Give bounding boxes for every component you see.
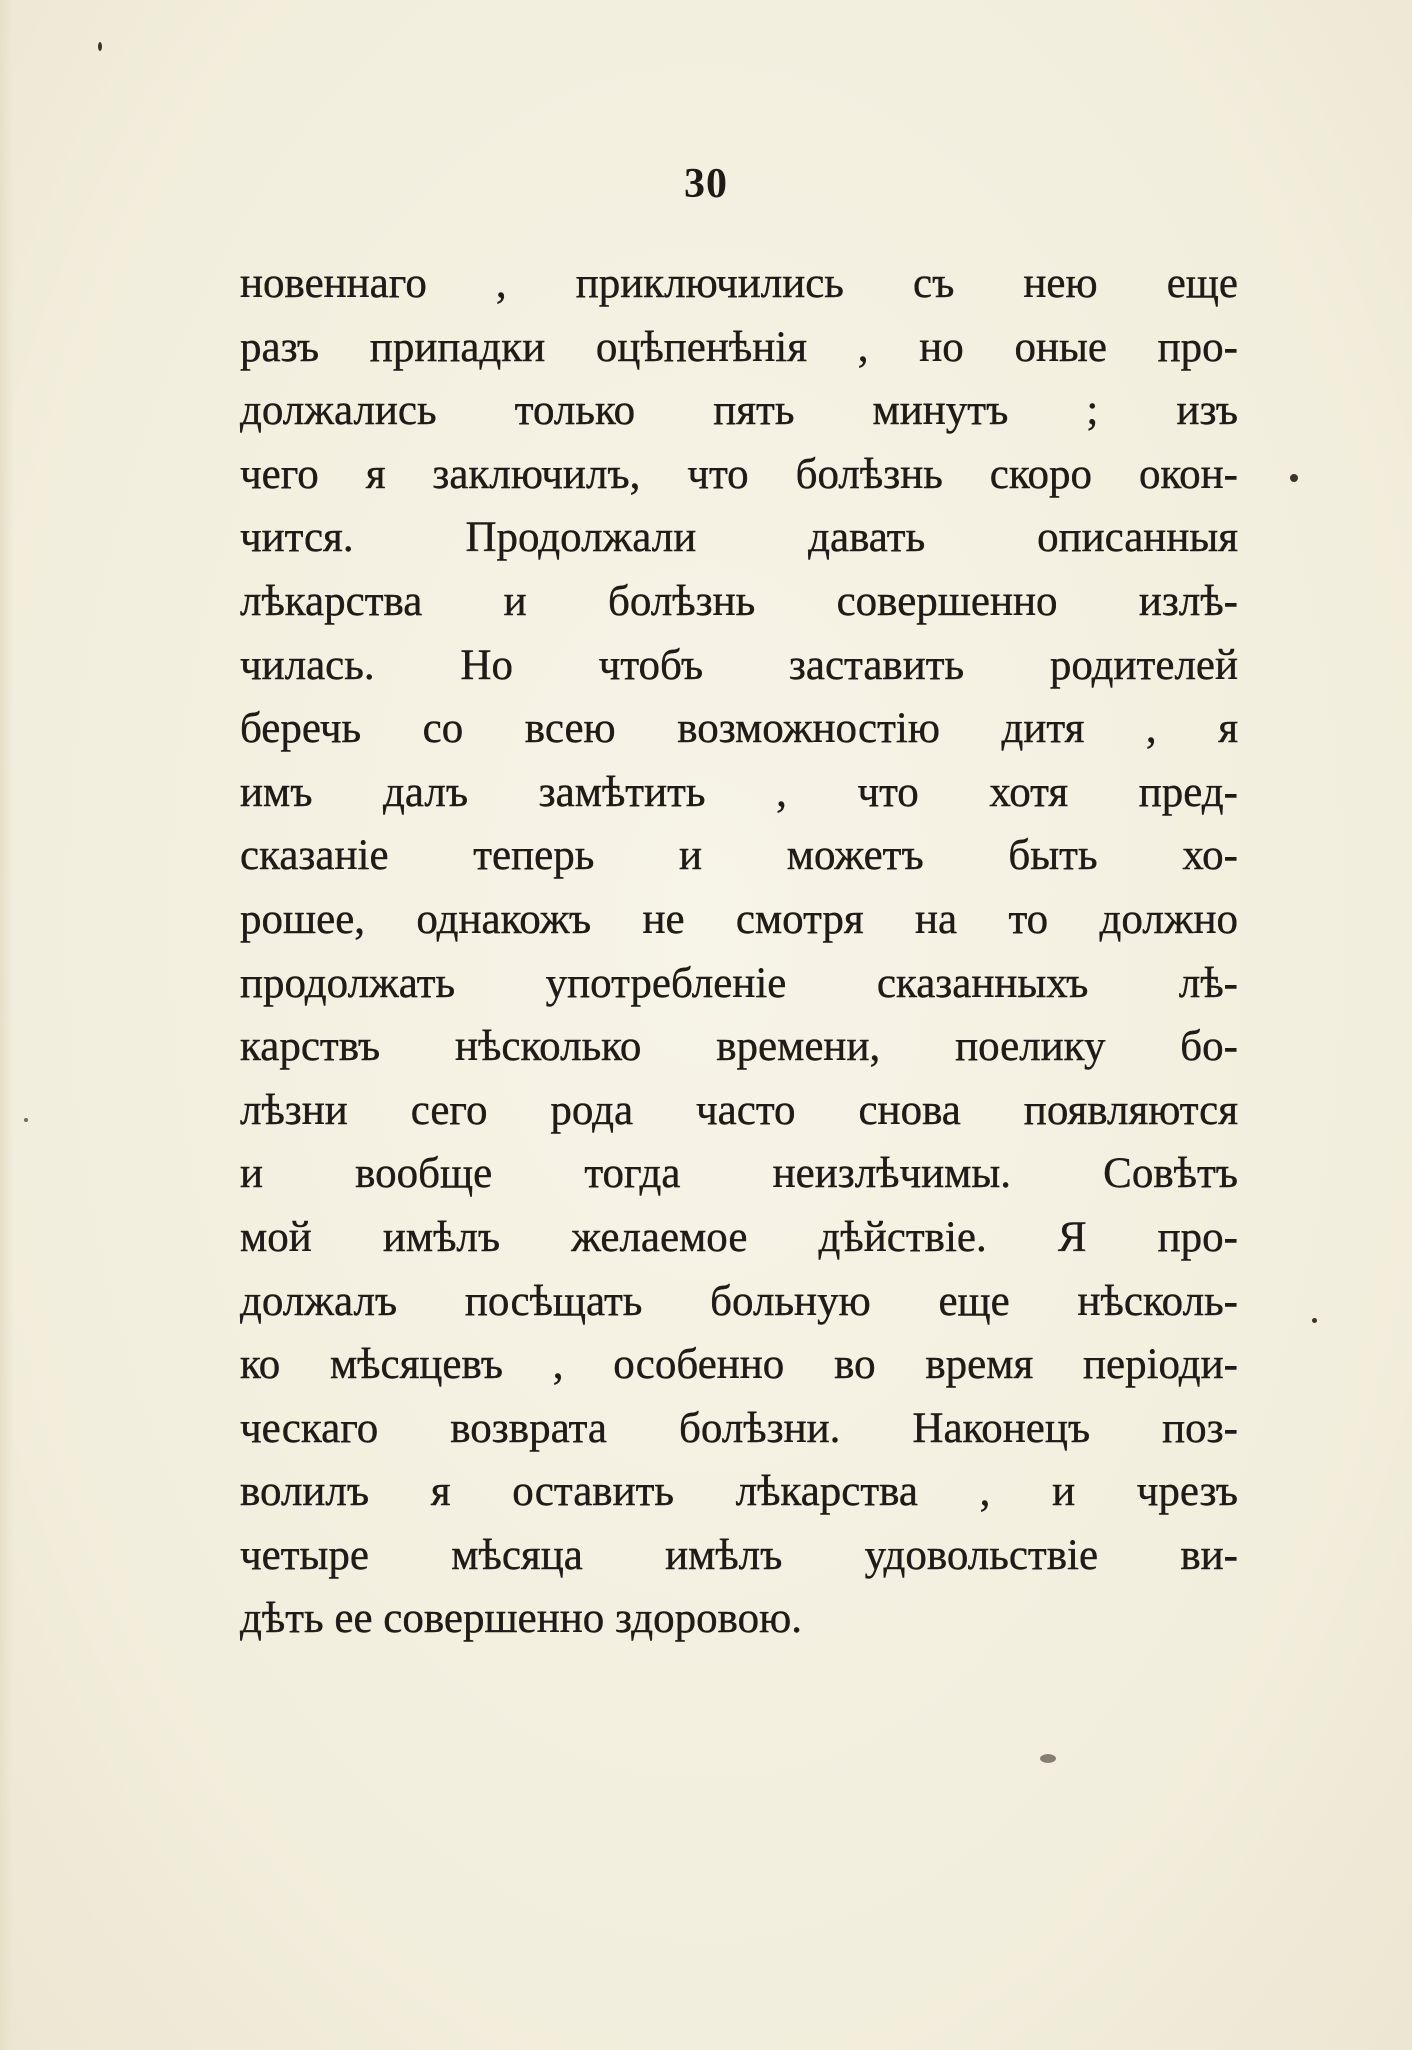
text-line-last: дѣть ее совершенно здоровою.	[240, 1595, 802, 1643]
text-line: имъ далъ замѣтить , что хотя пред-	[240, 768, 1238, 816]
text-line: должались только пять минутъ ; изъ	[240, 387, 1238, 435]
text-line: и вообще тогда неизлѣчимы. Совѣтъ	[240, 1150, 1238, 1198]
text-line: лѣкарства и болѣзнь совершенно излѣ-	[240, 577, 1238, 625]
text-line: рошее, однакожъ не смотря на то должно	[240, 895, 1238, 943]
page-number: 30	[684, 161, 728, 207]
text-line: чилась. Но чтобъ заставить родителей	[240, 641, 1238, 689]
text-line: ческаго возврата болѣзни. Наконецъ поз-	[240, 1404, 1238, 1452]
ink-speck	[1290, 474, 1298, 482]
ink-speck	[1040, 1754, 1056, 1763]
ink-speck	[1312, 1318, 1317, 1323]
text-line: чится. Продолжали давать описанныя	[240, 514, 1238, 562]
text-line: мой имѣлъ желаемое дѣйствіе. Я про-	[240, 1213, 1238, 1261]
text-line: карствъ нѣсколько времени, поелику бо-	[240, 1023, 1238, 1071]
text-line: ко мѣсяцевъ , особенно во время періоди-	[240, 1341, 1238, 1389]
text-line: четыре мѣсяца имѣлъ удовольствіе ви-	[240, 1531, 1238, 1579]
text-line: волилъ я оставить лѣкарства , и чрезъ	[240, 1468, 1238, 1516]
text-line: чего я заключилъ, что болѣзнь скоро окон-	[240, 450, 1238, 498]
text-line: беречь со всею возможностію дитя , я	[240, 705, 1238, 753]
text-line: новеннаго , приключились съ нею еще	[240, 260, 1238, 307]
page-edge-shadow	[0, 0, 14, 2050]
text-line: сказаніе теперь и можетъ быть хо-	[240, 832, 1238, 880]
ink-speck	[24, 1118, 28, 1122]
text-line: должалъ посѣщать больную еще нѣсколь-	[240, 1277, 1238, 1325]
text-line: продолжать употребленіе сказанныхъ лѣ-	[240, 959, 1238, 1007]
ink-speck	[98, 42, 102, 51]
text-line: разъ припадки оцѣпенѣнія , но оные про-	[240, 323, 1238, 371]
text-line: лѣзни сего рода часто снова появляются	[240, 1086, 1238, 1134]
body-text	[240, 252, 1238, 1651]
